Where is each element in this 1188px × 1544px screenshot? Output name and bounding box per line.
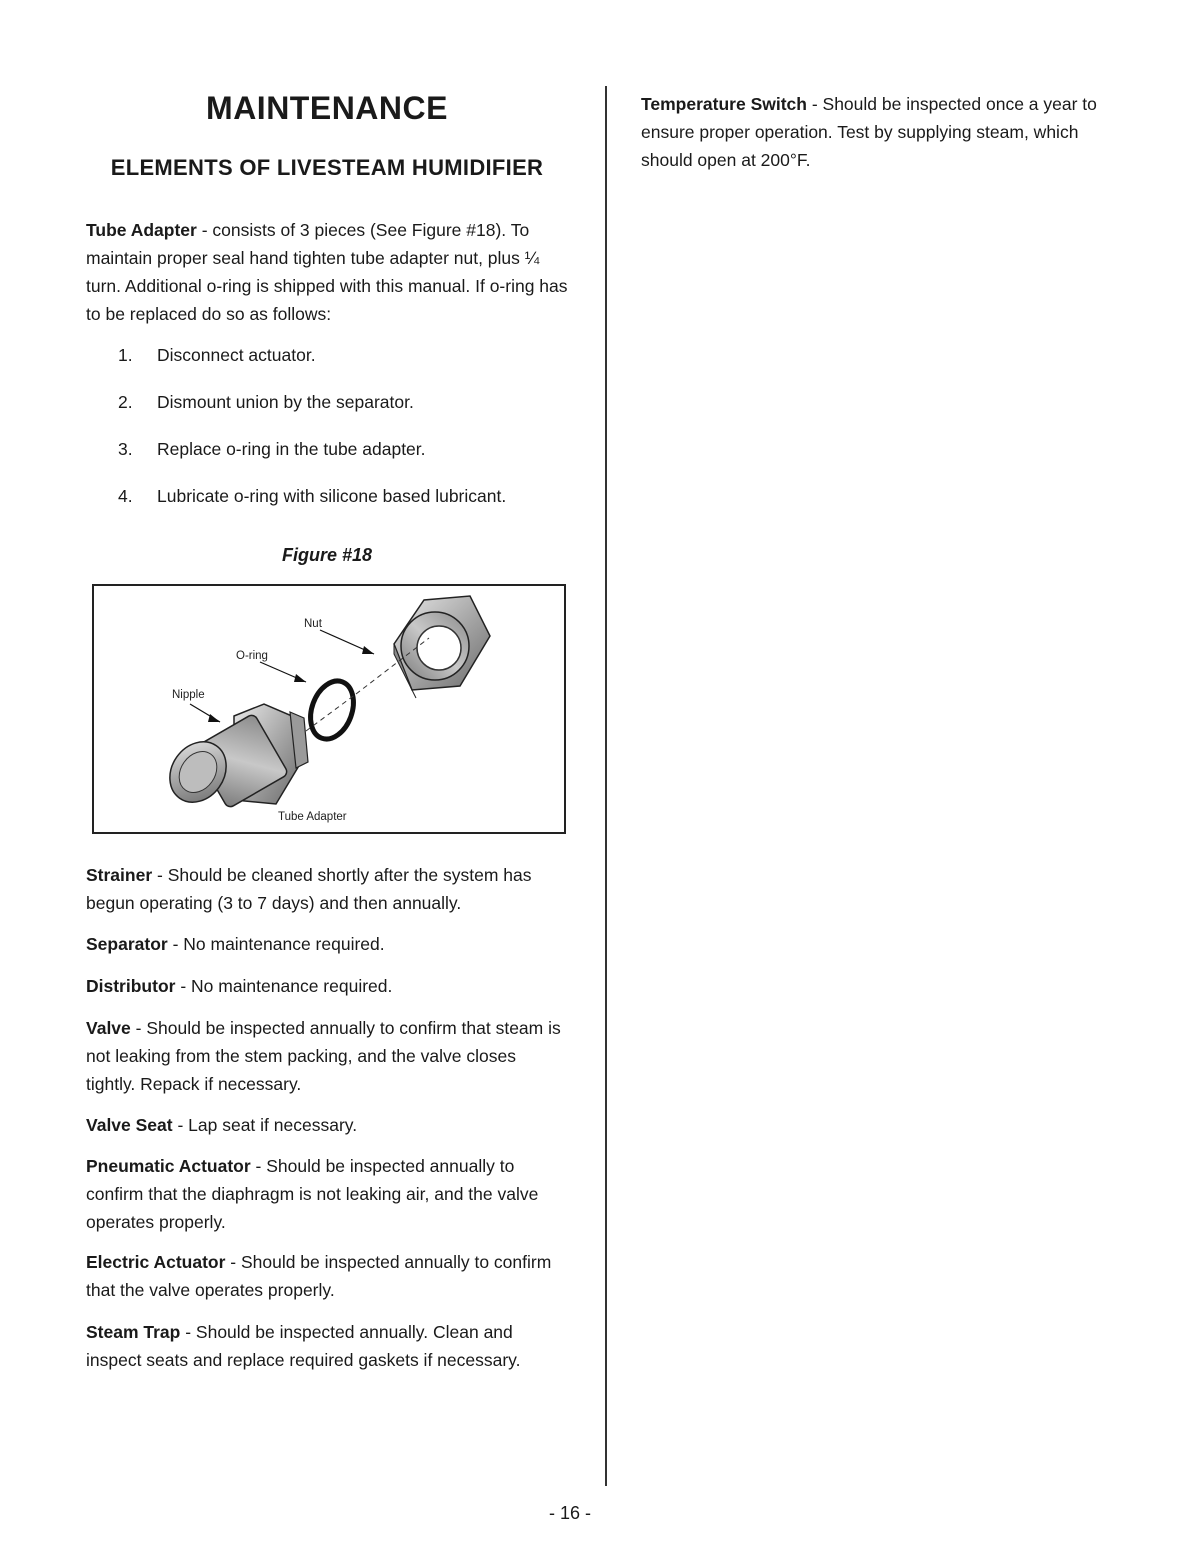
step-item: 1. Disconnect actuator. (118, 345, 316, 365)
step-item: 4. Lubricate o-ring with silicone based lubricant. (118, 486, 507, 506)
step-item: 2. Dismount union by the separator. (118, 392, 414, 412)
nipple-part (158, 704, 308, 813)
strainer-paragraph: Strainer - Should be cleaned shortly after the system has begun operating (3 to 7 days) and then annually. (86, 865, 532, 913)
tube-adapter-diagram (94, 586, 564, 832)
valve-paragraph: Valve - Should be inspected annually to confirm that steam is not leaking from the stem packing, and the valve closes tightly. Repack if necessary. (86, 1018, 561, 1094)
tube-adapter-figure (92, 584, 566, 834)
step-item: 3. Replace o-ring in the tube adapter. (118, 439, 426, 459)
column-divider (605, 86, 607, 1486)
nut-part (394, 596, 490, 698)
nut-label: Nut (304, 618, 322, 630)
pneumatic-actuator-paragraph: Pneumatic Actuator - Should be inspected annually to confirm that the diaphragm is not leaking air, and the valve operates properly. (86, 1156, 539, 1232)
electric-actuator-paragraph: Electric Actuator - Should be inspected annually to confirm that the valve operates properly. (86, 1252, 552, 1300)
separator-paragraph: Separator - No maintenance required. (86, 934, 385, 954)
temperature-switch-paragraph: Temperature Switch - Should be inspected once a year to ensure proper operation. Test by supplying steam, which should open at 200°F. (641, 94, 1097, 170)
tube-adapter-term: Tube Adapter (86, 220, 197, 240)
steam-trap-paragraph: Steam Trap - Should be inspected annually. Clean and inspect seats and replace required gaskets if necessary. (86, 1322, 521, 1370)
replacement-steps (118, 341, 568, 529)
oring-part (303, 675, 361, 745)
page-number: - 16 - (548, 1503, 591, 1523)
tube-adapter-label: Tube Adapter (278, 811, 347, 823)
figure-caption: Figure #18 (281, 545, 373, 565)
section-title: ELEMENTS OF LIVESTEAM HUMIDIFIER (110, 155, 544, 180)
tube-adapter-paragraph (86, 216, 568, 328)
nipple-label: Nipple (172, 689, 205, 701)
distributor-paragraph: Distributor - No maintenance required. (86, 976, 393, 996)
oring-label: O-ring (236, 650, 268, 662)
tube-adapter-text: - consists of 3 pieces (See Figure #18). To maintain proper seal hand tighten tube adapter nut, plus ¼ turn. Additional o-ring is shipped with this manual. If o-ring has to be replaced do so as follows: (86, 220, 568, 324)
page-title: MAINTENANCE (206, 90, 448, 126)
valve-seat-paragraph: Valve Seat - Lap seat if necessary. (86, 1115, 358, 1135)
